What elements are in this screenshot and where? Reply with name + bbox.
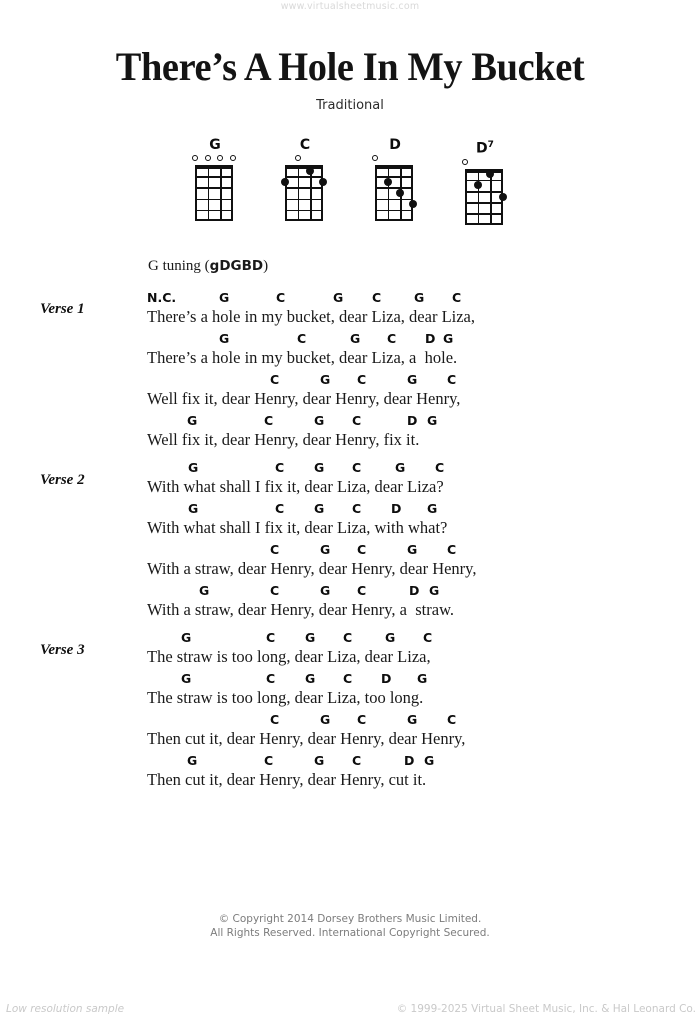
chord-symbol: C [270, 583, 280, 598]
chord-symbol: D [381, 671, 392, 686]
open-string-circle-icon [217, 155, 223, 161]
chord-symbol: G [305, 630, 316, 645]
chord-diagram-d [369, 138, 421, 225]
fretboard-diagram [373, 155, 417, 221]
chord-symbol: G [219, 331, 230, 346]
chord-lyric-pair [147, 712, 465, 748]
chord-lyric-pair [147, 753, 465, 789]
chord-symbol: C [435, 460, 445, 475]
tuning-strings: gDGBD [209, 258, 264, 274]
chord-line [147, 372, 475, 389]
chord-symbol: G [385, 630, 396, 645]
chord-symbol: G [188, 460, 199, 475]
chord-lyric-pair [147, 413, 475, 449]
chord-symbol: G [395, 460, 406, 475]
fret-line [377, 176, 411, 178]
chord-symbol: C [352, 413, 362, 428]
chord-symbol: G [188, 501, 199, 516]
chord-symbol: G [427, 501, 438, 516]
fret-line [467, 180, 501, 182]
chord-name-label: C [299, 137, 311, 153]
chord-symbol: C [452, 290, 462, 305]
chord-name-label: G [209, 137, 221, 153]
fret-line [467, 191, 501, 193]
open-string-circle-icon [192, 155, 198, 161]
chord-symbol: C [275, 501, 285, 516]
chord-symbol: C [447, 372, 457, 387]
chord-symbol: G [417, 671, 428, 686]
chord-symbol: G [424, 753, 435, 768]
chord-line [147, 331, 475, 348]
chord-symbol: G [407, 372, 418, 387]
open-string-markers [283, 155, 327, 164]
chord-symbol: C [423, 630, 433, 645]
chord-symbol: G [407, 712, 418, 727]
open-string-markers [373, 155, 417, 164]
chord-symbol: G [219, 290, 230, 305]
chord-symbol: C [357, 583, 367, 598]
lyric-line: Then cut it, dear Henry, dear Henry, cut it. [147, 770, 427, 789]
chord-symbol: C [357, 712, 367, 727]
chord-symbol: C [266, 630, 276, 645]
tuning-suffix: ) [263, 258, 269, 274]
chord-line [147, 413, 475, 430]
finger-position-dot [474, 181, 482, 189]
chord-lyric-pair [147, 583, 476, 619]
chord-symbol: C [270, 712, 280, 727]
fret-line [287, 199, 321, 201]
copyright-block [0, 912, 700, 940]
chord-symbol: D [391, 501, 402, 516]
chord-line [147, 583, 476, 600]
chord-symbol: D [407, 413, 418, 428]
chord-symbol: C [352, 460, 362, 475]
chord-line [147, 753, 465, 770]
chord-symbol: G [427, 413, 438, 428]
fretboard-diagram [463, 159, 507, 225]
chord-symbol: G [187, 413, 198, 428]
chord-symbol: C [270, 372, 280, 387]
verse-label: Verse 1 [40, 301, 85, 317]
chord-symbol: G [314, 413, 325, 428]
lyric-line: Well fix it, dear Henry, dear Henry, fix it. [147, 430, 420, 449]
lyric-line: There’s a hole in my bucket, dear Liza, a hole. [147, 348, 458, 367]
lyric-line: The straw is too long, dear Liza, too long. [147, 688, 424, 707]
verse-lines [147, 630, 465, 794]
chord-symbol: D [425, 331, 436, 346]
lyric-line: With what shall I fix it, dear Liza, dear Liza? [147, 477, 444, 496]
finger-position-dot [499, 193, 507, 201]
lyric-line: The straw is too long, dear Liza, dear Liza, [147, 647, 431, 666]
chord-name-label: $D^7$ [476, 140, 494, 157]
lyric-line: There’s a hole in my bucket, dear Liza, dear Liza, [147, 307, 476, 326]
fret-line [197, 187, 231, 189]
chord-lyric-pair [147, 460, 476, 496]
chord-symbol: C [270, 542, 280, 557]
chord-symbol: G [181, 671, 192, 686]
chord-name-superscript: 7 [487, 140, 494, 150]
low-resolution-notice: Low resolution sample [6, 1003, 125, 1015]
open-string-circle-icon [295, 155, 301, 161]
site-watermark-top: www.virtualsheetmusic.com [280, 1, 420, 12]
finger-position-dot [409, 200, 417, 208]
chord-symbol: D [409, 583, 420, 598]
tuning-prefix: G tuning ( [148, 258, 210, 274]
chord-lyric-pair [147, 331, 475, 367]
chord-lyric-pair [147, 630, 465, 666]
chord-symbol: G [429, 583, 440, 598]
chord-symbol: C [372, 290, 382, 305]
nut-bar [375, 165, 413, 169]
fret-line [197, 176, 231, 178]
fret-line [197, 199, 231, 201]
chord-symbol: G [314, 501, 325, 516]
footer-bar [0, 1000, 700, 1021]
chord-diagram-row [0, 138, 700, 225]
composer-label: Traditional [316, 98, 384, 113]
chord-symbol: C [275, 460, 285, 475]
chord-symbol: G [350, 331, 361, 346]
fret-line [197, 210, 231, 212]
open-string-circle-icon [372, 155, 378, 161]
finger-position-dot [281, 178, 289, 186]
chord-symbol: G [320, 583, 331, 598]
open-string-circle-icon [205, 155, 211, 161]
verse-lines [147, 460, 476, 624]
nut-bar [195, 165, 233, 169]
finger-position-dot [486, 170, 494, 178]
fret-grid [375, 165, 413, 221]
copyright-line-2: All Rights Reserved. International Copyright Secured. [210, 927, 490, 939]
chord-symbol: C [343, 630, 353, 645]
chord-symbol: C [343, 671, 353, 686]
chord-symbol: C [357, 542, 367, 557]
chord-line [147, 630, 465, 647]
chord-line [147, 671, 465, 688]
fret-line [467, 213, 501, 215]
chord-diagram-g [189, 138, 241, 225]
chord-symbol: G [305, 671, 316, 686]
chord-symbol: D [404, 753, 415, 768]
chord-symbol: C [447, 542, 457, 557]
nut-bar [465, 169, 503, 173]
finger-position-dot [306, 167, 314, 175]
fretboard-diagram [193, 155, 237, 221]
lyric-line: Well fix it, dear Henry, dear Henry, dear Henry, [147, 389, 461, 408]
fret-line [377, 199, 411, 201]
finger-position-dot [396, 189, 404, 197]
chord-symbol: G [199, 583, 210, 598]
chord-symbol: C [264, 753, 274, 768]
chord-symbol: G [333, 290, 344, 305]
chord-symbol: G [443, 331, 454, 346]
fret-line [287, 176, 321, 178]
lyric-line: Then cut it, dear Henry, dear Henry, dear Henry, [147, 729, 466, 748]
lyric-line: With a straw, dear Henry, dear Henry, dear Henry, [147, 559, 477, 578]
chord-symbol: G [314, 460, 325, 475]
chord-diagram-d7 [459, 138, 511, 225]
chord-symbol: C [266, 671, 276, 686]
verse-label: Verse 2 [40, 472, 85, 488]
chord-symbol: C [276, 290, 286, 305]
open-string-markers [193, 155, 237, 164]
chord-lyric-pair [147, 372, 475, 408]
finger-position-dot [319, 178, 327, 186]
chord-line [147, 501, 476, 518]
chord-line [147, 542, 476, 559]
chord-symbol: G [181, 630, 192, 645]
fret-grid [195, 165, 233, 221]
lyric-line: With a straw, dear Henry, dear Henry, a straw. [147, 600, 455, 619]
chord-symbol: G [320, 712, 331, 727]
chord-lyric-pair [147, 290, 475, 326]
copyright-line-1: © Copyright 2014 Dorsey Brothers Music Limited. [218, 913, 482, 925]
chord-line [147, 460, 476, 477]
chord-symbol: G [314, 753, 325, 768]
chord-symbol: C [352, 501, 362, 516]
fret-line [287, 210, 321, 212]
open-string-circle-icon [230, 155, 236, 161]
finger-position-dot [384, 178, 392, 186]
chord-diagram-c [279, 138, 331, 225]
chord-symbol: N.C. [147, 290, 177, 305]
lyric-line: With what shall I fix it, dear Liza, with what? [147, 518, 448, 537]
nut-bar [285, 165, 323, 169]
chord-symbol: G [187, 753, 198, 768]
footer-copyright: © 1999-2025 Virtual Sheet Music, Inc. & Hal Leonard Co. [396, 1003, 696, 1015]
chord-lyric-pair [147, 542, 476, 578]
chord-symbol: C [387, 331, 397, 346]
page-title: There’s A Hole In My Bucket [115, 44, 585, 89]
fretboard-diagram [283, 155, 327, 221]
chord-line [147, 712, 465, 729]
fret-grid [285, 165, 323, 221]
chord-symbol: G [414, 290, 425, 305]
open-string-markers [463, 159, 507, 168]
open-string-circle-icon [462, 159, 468, 165]
fret-line [377, 187, 411, 189]
chord-symbol: C [357, 372, 367, 387]
chord-line [147, 290, 475, 307]
verse-lines [147, 290, 475, 454]
chord-symbol: G [320, 542, 331, 557]
chord-symbol: C [352, 753, 362, 768]
chord-name-label: D [389, 137, 401, 153]
tuning-label [148, 258, 268, 275]
chord-lyric-pair [147, 671, 465, 707]
fret-grid [465, 169, 503, 225]
fret-line [287, 187, 321, 189]
fret-line [377, 210, 411, 212]
chord-symbol: C [447, 712, 457, 727]
verse-label: Verse 3 [40, 642, 85, 658]
chord-symbol: C [264, 413, 274, 428]
chord-symbol: G [407, 542, 418, 557]
chord-lyric-pair [147, 501, 476, 537]
fret-line [467, 202, 501, 204]
chord-symbol: C [297, 331, 307, 346]
chord-symbol: G [320, 372, 331, 387]
